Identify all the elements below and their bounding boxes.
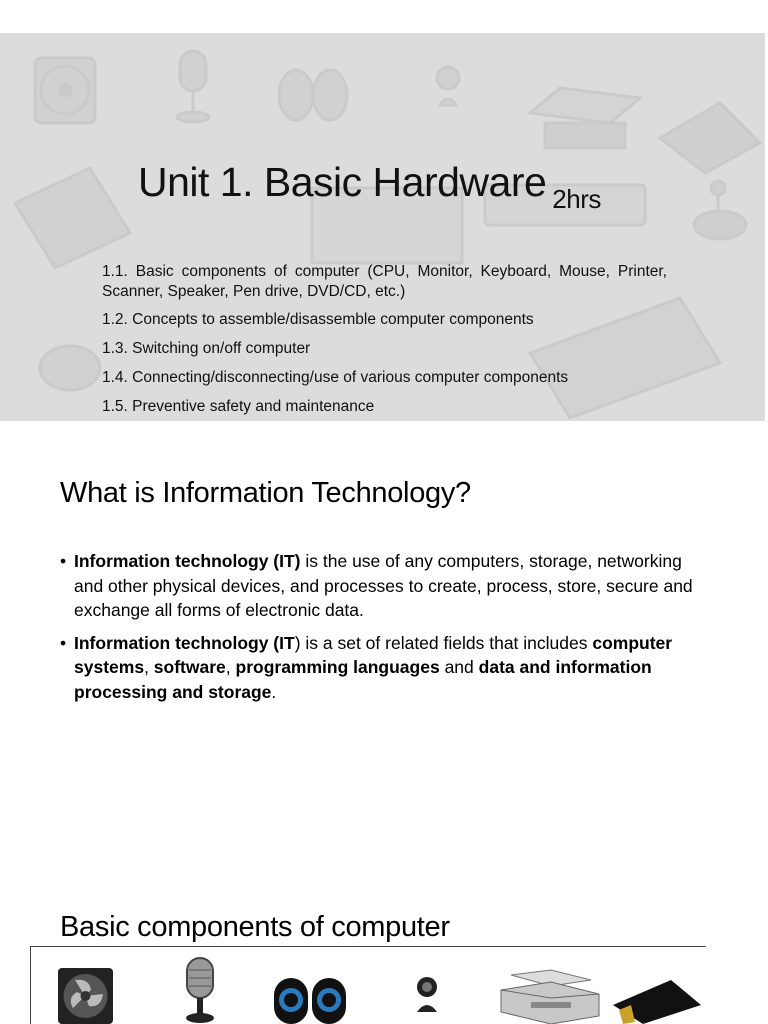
definition-text: is the use of any computers, storage, networking and other physical devices, and processes to create, process, store, secure and exchange all forms of electronic data.	[74, 551, 693, 620]
bold-term: computer systems	[74, 632, 673, 677]
topic-item: 1.1. Basic components of computer (CPU, Monitor, Keyboard, Mouse, Printer, Scanner, Speaker, Pen drive, DVD/CD, etc.)	[102, 263, 667, 300]
definition-text: ,	[144, 657, 154, 677]
topic-item: 1.2. Concepts to assemble/disassemble computer components	[102, 311, 534, 328]
title-text: Unit 1. Basic Hardware	[138, 159, 547, 205]
it-definition-list	[60, 549, 710, 712]
bold-term: programming languages	[235, 657, 440, 677]
it-definition-title: What is Information Technology?	[60, 477, 471, 509]
definition-text: and	[439, 657, 479, 677]
joystick-icon	[694, 181, 746, 239]
printer-icon	[501, 970, 599, 1024]
topic-item: 1.4. Connecting/disconnecting/use of various computer components	[102, 369, 569, 386]
fan-icon	[35, 58, 95, 123]
fan-icon	[58, 968, 113, 1024]
bold-term: Information technology (IT)	[74, 551, 301, 571]
microphone-icon	[186, 958, 214, 1023]
definition-text: ) is a set of related fields that includes	[294, 632, 593, 653]
printer-icon	[530, 88, 640, 148]
definition-text: .	[271, 681, 277, 702]
slide-unit-1	[0, 33, 765, 421]
list-item	[60, 631, 710, 705]
speakers-icon	[274, 978, 346, 1024]
topic-list	[102, 262, 667, 421]
memory-card-icon	[613, 980, 701, 1024]
bold-term: Information technology (IT	[74, 632, 295, 653]
list-item	[60, 549, 710, 623]
topic-item: 1.3. Switching on/off computer	[102, 340, 311, 357]
bold-term: software	[153, 657, 226, 677]
components-title: Basic components of computer	[60, 911, 450, 943]
motherboard-icon	[15, 168, 130, 268]
bullet-icon: •	[60, 551, 67, 571]
webcam-icon	[437, 67, 459, 105]
slide-border	[30, 946, 706, 947]
speakers-icon	[279, 70, 347, 120]
memory-card-icon	[660, 103, 760, 173]
slide-title	[138, 159, 601, 214]
definition-text: ,	[225, 657, 236, 677]
component-images	[31, 950, 766, 1024]
bold-term: data and information processing and storage	[74, 657, 652, 702]
duration-label: 2hrs	[552, 184, 601, 214]
bullet-icon: •	[60, 632, 67, 653]
microphone-icon	[177, 51, 209, 122]
topic-item: 1.5. Preventive safety and maintenance	[102, 398, 375, 415]
webcam-icon	[417, 977, 437, 1012]
mouse-icon	[40, 346, 100, 390]
